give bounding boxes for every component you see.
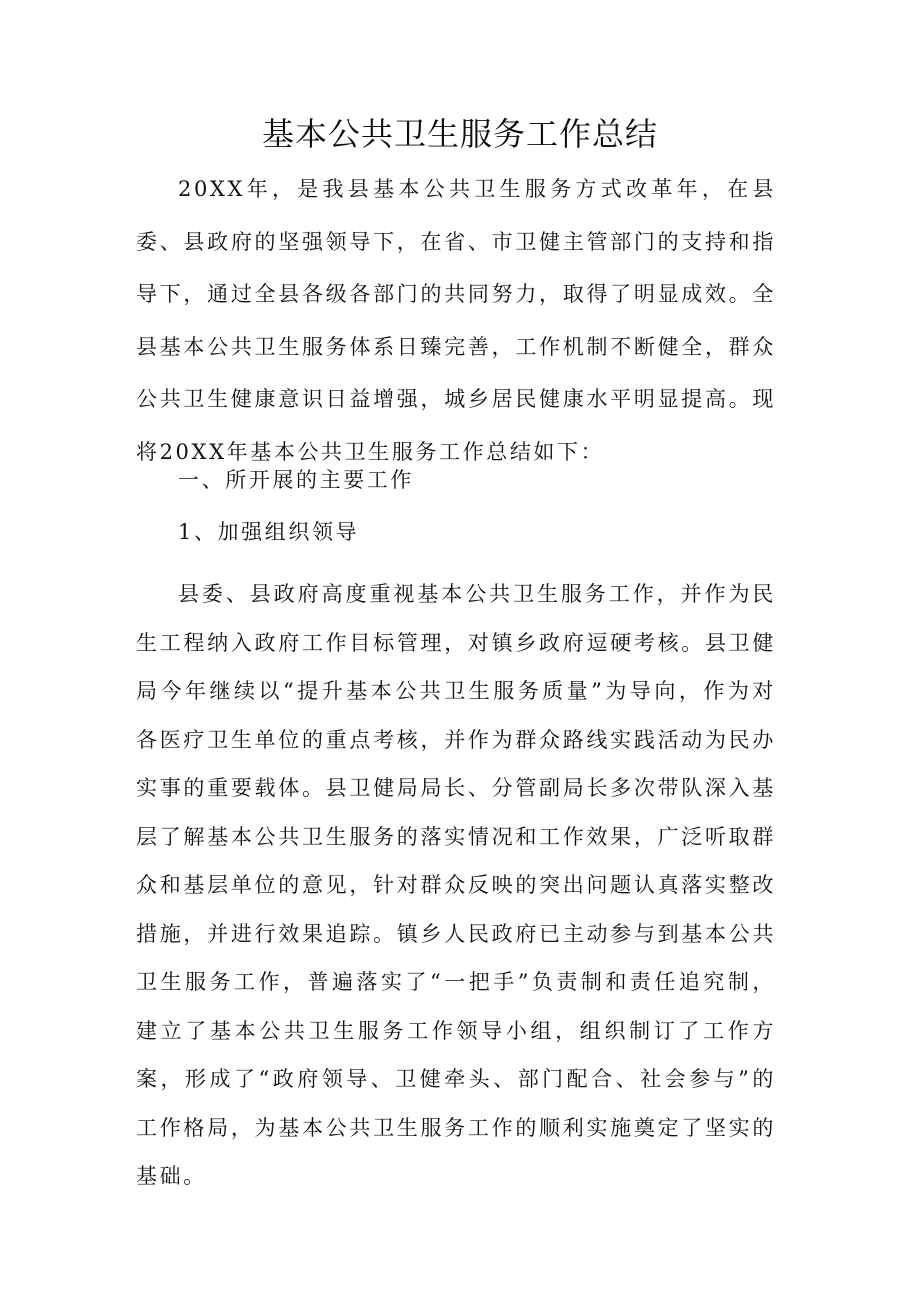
subsection-heading: 1、加强组织领导 xyxy=(178,520,360,544)
section-heading: 一、所开展的主要工作 xyxy=(178,468,414,492)
document-title: 基本公共卫生服务工作总结 xyxy=(261,115,658,153)
intro-paragraph: 20XX年，是我县基本公共卫生服务方式改革年，在县委、县政府的坚强领导下，在省、市卫健主管部门的支持和指导下，通过全县各级各部门的共同努力，取得了明显成效。全县基本公共卫生服务体系日臻完善，工作机制不断健全，群众公共卫生健康意识日益增强，城乡居民健康水平明显提高。现将20XX年基本公共卫生服务工作总结如下： xyxy=(136,177,776,464)
body-paragraph: 县委、县政府高度重视基本公共卫生服务工作，并作为民生工程纳入政府工作目标管理，对镇乡政府逗硬考核。县卫健局今年继续以“提升基本公共卫生服务质量”为导向，作为对各医疗卫生单位的重点考核，并作为群众路线实践活动为民办实事的重要载体。县卫健局局长、分管副局长多次带队深入基层了解基本公共卫生服务的落实情况和工作效果，广泛听取群众和基层单位的意见，针对群众反映的突出问题认真落实整改措施，并进行效果追踪。镇乡人民政府已主动参与到基本公共卫生服务工作，普遍落实了“一把手”负责制和责任追究制，建立了基本公共卫生服务工作领导小组，组织制订了工作方案，形成了“政府领导、卫健牵头、部门配合、社会参与”的工作格局，为基本公共卫生服务工作的顺利实施奠定了坚实的基础。 xyxy=(136,582,776,1188)
